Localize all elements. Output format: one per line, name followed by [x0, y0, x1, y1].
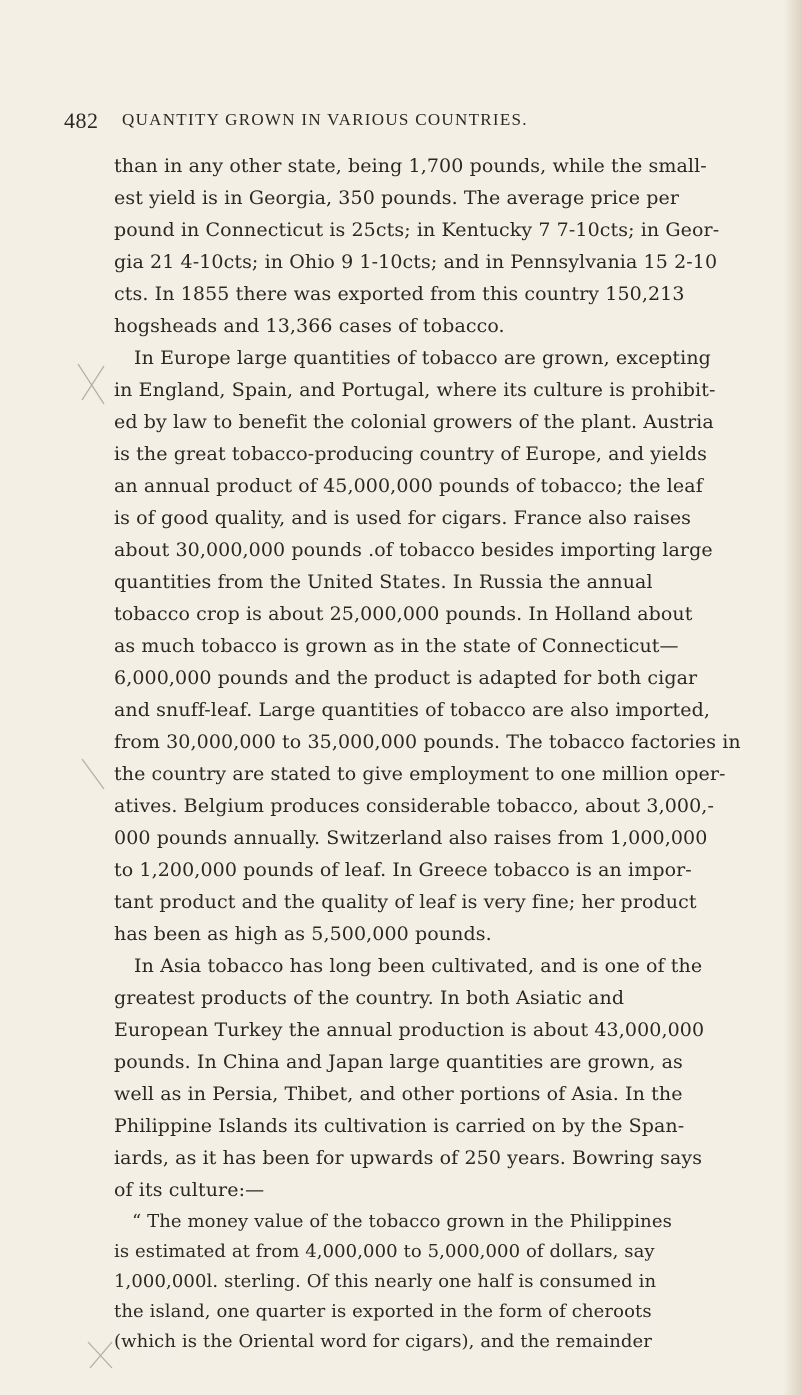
- margin-pencil-mark-icon: [84, 1338, 118, 1372]
- quote-line: the island, one quarter is exported in the form of cheroots: [114, 1301, 652, 1322]
- text-line: pound in Connecticut is 25cts; in Kentucky 7 7-10cts; in Geor-: [114, 219, 720, 241]
- text-line: hogsheads and 13,366 cases of tobacco.: [114, 315, 505, 337]
- quote-line: is estimated at from 4,000,000 to 5,000,000 of dollars, say: [114, 1241, 655, 1262]
- quote-line: (which is the Oriental word for cigars), and the remainder: [114, 1331, 652, 1352]
- margin-pencil-mark-icon: [78, 755, 110, 795]
- text-line: European Turkey the annual production is about 43,000,000: [114, 1019, 705, 1041]
- text-line: in England, Spain, and Portugal, where its culture is prohibit-: [114, 379, 716, 401]
- paragraph-first-line: In Europe large quantities of tobacco are grown, excepting: [134, 347, 711, 369]
- margin-pencil-mark-icon: [74, 360, 110, 410]
- paragraph-first-line: In Asia tobacco has long been cultivated, and is one of the: [134, 955, 703, 977]
- text-line: Philippine Islands its cultivation is carried on by the Span-: [114, 1115, 685, 1137]
- text-line: pounds. In China and Japan large quantities are grown, as: [114, 1051, 683, 1073]
- text-line: 6,000,000 pounds and the product is adapted for both cigar: [114, 667, 698, 689]
- text-line: an annual product of 45,000,000 pounds of tobacco; the leaf: [114, 475, 703, 497]
- text-line: 000 pounds annually. Switzerland also raises from 1,000,000: [114, 827, 708, 849]
- text-line: atives. Belgium produces considerable tobacco, about 3,000,-: [114, 795, 714, 817]
- text-line: gia 21 4-10cts; in Ohio 9 1-10cts; and in Pennsylvania 15 2-10: [114, 251, 718, 273]
- text-line: is the great tobacco-producing country of Europe, and yields: [114, 443, 707, 465]
- text-line: ed by law to benefit the colonial growers of the plant. Austria: [114, 411, 714, 433]
- text-line: quantities from the United States. In Russia the annual: [114, 571, 653, 593]
- text-line: from 30,000,000 to 35,000,000 pounds. The tobacco factories in: [114, 731, 741, 753]
- text-line: about 30,000,000 pounds .of tobacco besides importing large: [114, 539, 713, 561]
- text-line: greatest products of the country. In both Asiatic and: [114, 987, 625, 1009]
- running-title: QUANTITY GROWN IN VARIOUS COUNTRIES.: [122, 110, 528, 129]
- text-line: est yield is in Georgia, 350 pounds. The average price per: [114, 187, 680, 209]
- text-line: is of good quality, and is used for cigars. France also raises: [114, 507, 692, 529]
- text-line: and snuff-leaf. Large quantities of tobacco are also imported,: [114, 699, 710, 721]
- text-line: has been as high as 5,500,000 pounds.: [114, 923, 492, 945]
- page-edge-shadow: [783, 0, 801, 1395]
- text-line: tobacco crop is about 25,000,000 pounds. In Holland about: [114, 603, 693, 625]
- text-line: the country are stated to give employment to one million oper-: [114, 763, 726, 785]
- text-line: tant product and the quality of leaf is very fine; her product: [114, 891, 697, 913]
- text-line: as much tobacco is grown as in the state of Connecticut—: [114, 635, 679, 657]
- text-line: than in any other state, being 1,700 pounds, while the small-: [114, 155, 707, 177]
- text-line: well as in Persia, Thibet, and other portions of Asia. In the: [114, 1083, 683, 1105]
- page-number: 482: [64, 108, 99, 133]
- text-line: iards, as it has been for upwards of 250 years. Bowring says: [114, 1147, 703, 1169]
- running-header: [64, 108, 704, 142]
- text-line: of its culture:—: [114, 1179, 265, 1201]
- text-line: cts. In 1855 there was exported from this country 150,213: [114, 283, 685, 305]
- quote-first-line: “ The money value of the tobacco grown in the Philippines: [132, 1211, 672, 1232]
- text-line: to 1,200,000 pounds of leaf. In Greece tobacco is an impor-: [114, 859, 692, 881]
- quote-line: 1,000,000l. sterling. Of this nearly one half is consumed in: [114, 1271, 657, 1292]
